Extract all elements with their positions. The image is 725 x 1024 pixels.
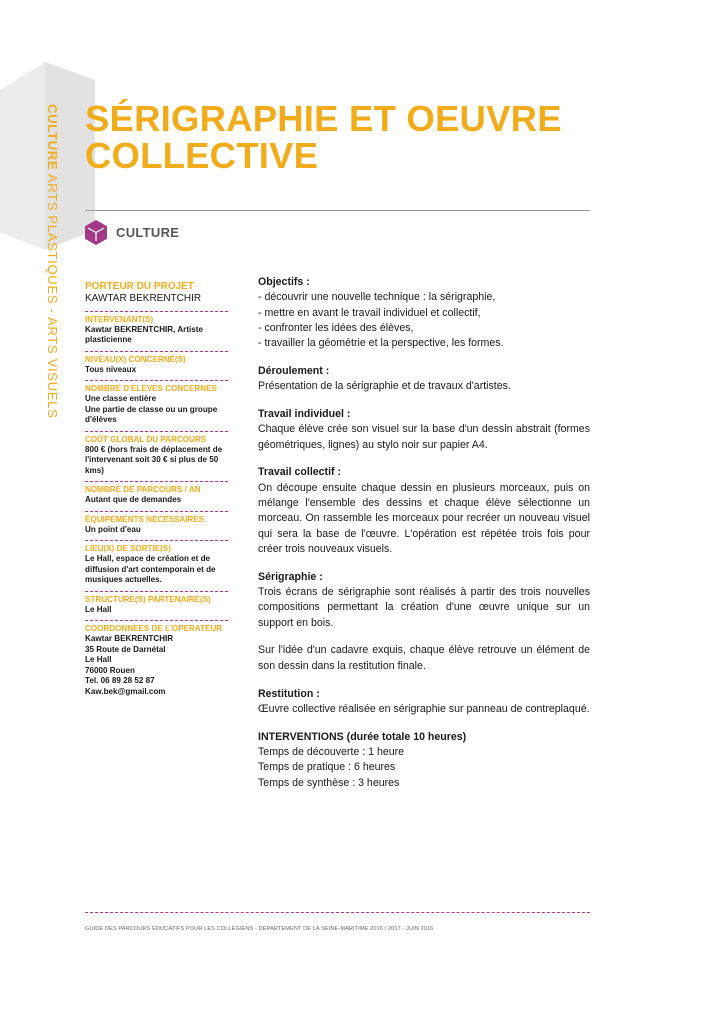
- sidebar-section-heading: INTERVENANT(S): [85, 314, 154, 324]
- sidebar-section-value: Kawtar BEKRENTCHIR, Artiste plasticienne: [85, 324, 203, 344]
- sidebar-section: [85, 482, 228, 511]
- category-label: CULTURE: [116, 224, 180, 240]
- content-block-text: Présentation de la sérigraphie et de travaux d'artistes.: [258, 380, 511, 393]
- content-block-text: Temps de découverte : 1 heure: [258, 745, 405, 758]
- content-block: [258, 407, 590, 453]
- content-block-title: Travail individuel :: [258, 408, 351, 421]
- sidebar-section-value: Le Hall: [85, 604, 112, 614]
- content-block-text: Chaque élève crée son visuel sur la base d'un dessin abstrait (formes géométriques, lignes) au stylo noir sur papier A4.: [258, 423, 590, 451]
- title-line-2: COLLECTIVE: [85, 134, 319, 176]
- sidebar-section-value: Tel. 06 89 28 52 87: [85, 676, 155, 685]
- sidebar-section-heading: COÛT GLOBAL DU PARCOURS: [85, 434, 207, 444]
- info-sidebar: [85, 278, 228, 702]
- sidebar-section-heading: LIEU(X) DE SORTIE(S): [85, 544, 171, 553]
- content-block: [258, 465, 590, 557]
- sidebar-section-value: 800 € (hors frais de déplacement de l'intervenant soit 30 € si plus de 50 kms): [85, 444, 223, 475]
- main-content: [258, 275, 590, 803]
- sidebar-section: [85, 278, 228, 311]
- sidebar-section-value: Autant que de demandes: [85, 495, 182, 504]
- content-block-text: Œuvre collective réalisée en sérigraphie sur panneau de contreplaqué.: [258, 702, 590, 715]
- side-tab-bold: CULTURE: [45, 104, 60, 171]
- category-badge: [85, 219, 179, 245]
- content-block-text: Sur l'idée d'un cadavre exquis, chaque élève retrouve un élément de son dessin dans la restitution finale.: [258, 644, 590, 672]
- sidebar-section-heading: PORTEUR DU PROJET: [85, 281, 194, 292]
- content-block-text: Temps de synthèse : 3 heures: [258, 776, 400, 789]
- content-block: [258, 275, 590, 351]
- sidebar-section-heading: STRUCTURE(S) PARTENAIRE(S): [85, 594, 211, 604]
- content-block-text: Temps de pratique : 6 heures: [258, 761, 396, 774]
- sidebar-section-value: Kaw.bek@gmail.com: [85, 686, 166, 696]
- sidebar-section-value: KAWTAR BEKRENTCHIR: [85, 293, 202, 304]
- content-block-title: Objectifs :: [258, 276, 310, 288]
- content-block: [258, 570, 590, 631]
- sidebar-section: [85, 621, 228, 702]
- sidebar-section-value: Kawtar BEKRENTCHIR: [85, 634, 174, 643]
- content-block-title: Restitution :: [258, 687, 320, 700]
- sidebar-section-value: Tous niveaux: [85, 364, 137, 374]
- content-block: [258, 643, 590, 674]
- sidebar-section: [85, 512, 228, 541]
- sidebar-section-heading: ÉQUIPEMENTS NECESSAIRES: [85, 514, 205, 524]
- sidebar-section-value: Une partie de classe ou un groupe d'élèves: [85, 404, 218, 424]
- footer-divider: [85, 912, 590, 913]
- content-block-text: - découvrir une nouvelle technique : la sérigraphie,: [258, 291, 496, 304]
- sidebar-section: [85, 312, 228, 351]
- sidebar-section: [85, 592, 228, 621]
- content-block-title: Travail collectif :: [258, 466, 342, 479]
- cube-icon: [85, 220, 107, 245]
- sidebar-section-heading: COORDONNEES DE L'OPERATEUR: [85, 624, 223, 633]
- sidebar-section-value: Le Hall: [85, 655, 112, 664]
- page-title: [85, 98, 605, 176]
- content-block: [258, 730, 590, 791]
- footer-text: GUIDE DES PARCOURS ÉDUCATIFS POUR LES COLLÉGIENS - DÉPARTEMENT DE LA SEINE-MARITIME 2016 / 2017 - JUIN 2016: [85, 926, 434, 932]
- sidebar-section: [85, 541, 228, 591]
- sidebar-section: [85, 381, 228, 431]
- sidebar-section-value: 35 Route de Darnétal: [85, 644, 166, 654]
- content-block-text: - mettre en avant le travail individuel et collectif,: [258, 306, 481, 319]
- sidebar-section-value: Un point d'eau: [85, 524, 141, 534]
- content-block: [258, 364, 590, 395]
- title-line-1: SÉRIGRAPHIE ET OEUVRE: [85, 98, 562, 139]
- sidebar-section-heading: NIVEAU(X) CONCERNÉ(S): [85, 354, 186, 364]
- sidebar-section: [85, 352, 228, 381]
- sidebar-section-value: Une classe entière: [85, 394, 157, 403]
- content-block-text: On découpe ensuite chaque dessin en plusieurs morceaux, puis on mélange l'ensemble des dessins et chaque élève sélectionne un morceau. On rassemble les morceaux pour recréer un nouveau visuel qui sera la base de l'œuvre. L'opération est répétée trois fois pour créer trois nouveaux visuels.: [258, 481, 590, 555]
- content-block-title: Sérigraphie :: [258, 570, 323, 583]
- content-block-title: INTERVENTIONS (durée totale 10 heures): [258, 730, 467, 743]
- content-block-text: - travailler la géométrie et la perspective, les formes.: [258, 337, 504, 350]
- sidebar-section-value: 76000 Rouen: [85, 665, 135, 675]
- content-block-title: Déroulement :: [258, 364, 330, 377]
- content-block: [258, 687, 590, 718]
- content-block-text: Trois écrans de sérigraphie sont réalisés à partir des trois nouvelles compositions permettant la création d'une œuvre unique sur un support en bois.: [258, 586, 590, 629]
- sidebar-section-heading: NOMBRE D'ELEVES CONCERNES: [85, 384, 217, 393]
- side-tab-rest: ARTS PLASTIQUES - ARTS VISUELS: [45, 170, 60, 419]
- content-block-text: - confronter les idées des élèves,: [258, 321, 414, 334]
- sidebar-section-heading: NOMBRE DE PARCOURS / AN: [85, 485, 201, 494]
- title-divider: [85, 210, 590, 211]
- sidebar-section-value: Le Hall, espace de création et de diffusion d'art contemporain et de musiques actuelles.: [85, 554, 216, 584]
- sidebar-section: [85, 432, 228, 482]
- side-category-tab: [42, 104, 62, 424]
